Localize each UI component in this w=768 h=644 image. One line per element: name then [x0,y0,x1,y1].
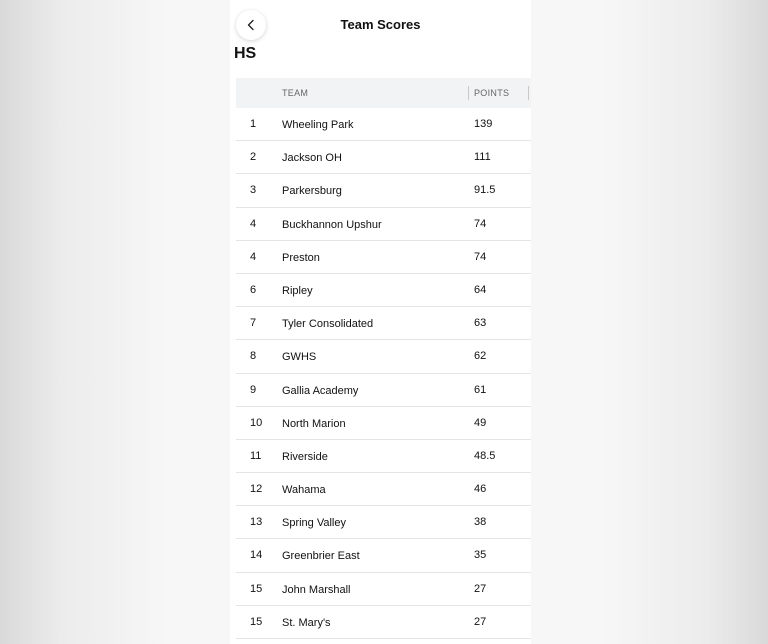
rank-cell: 10 [250,416,263,429]
points-cell: 38 [474,516,487,529]
points-cell: 35 [474,549,487,562]
column-header-points[interactable]: POINTS [474,88,510,98]
table-row[interactable] [236,274,531,307]
column-divider [528,86,529,100]
table-row[interactable] [236,573,531,606]
table-row[interactable] [236,208,531,241]
points-cell: 74 [474,250,487,263]
rank-cell: 1 [250,118,257,130]
header [230,0,531,50]
rank-cell: 11 [250,449,262,462]
points-cell: 63 [474,317,487,330]
team-cell: Wheeling Park [282,119,354,131]
table-row[interactable] [236,108,531,141]
points-cell: 74 [474,217,487,230]
team-cell: Wahama [282,484,326,497]
team-cell: Buckhannon Upshur [282,218,382,231]
team-cell: Ripley [282,284,313,297]
team-cell: Parkersburg [282,185,342,198]
team-cell: Riverside [282,450,328,463]
team-cell: Preston [282,251,320,264]
section-label: HS [234,45,257,62]
rank-cell: 14 [250,549,263,562]
table-row[interactable] [236,241,531,274]
rank-cell: 12 [250,483,263,496]
app-screen [230,0,531,644]
table-row[interactable] [236,340,531,373]
page-title: Team Scores [340,17,421,32]
team-scores-table [236,78,531,639]
table-header [236,78,531,108]
table-row[interactable] [236,141,531,174]
team-cell: Gallia Academy [282,384,359,397]
table-row[interactable] [236,374,531,407]
points-cell: 139 [474,118,493,130]
rank-cell: 7 [250,317,257,330]
points-cell: 91.5 [474,184,496,197]
points-cell: 61 [474,383,487,396]
rank-cell: 2 [250,151,257,164]
team-cell: St. Mary's [282,616,331,629]
rank-cell: 15 [250,615,263,628]
points-cell: 49 [474,416,487,429]
team-cell: Spring Valley [282,517,346,530]
points-cell: 64 [474,283,487,296]
team-cell: Greenbrier East [282,550,360,563]
table-row[interactable] [236,506,531,539]
column-divider [468,86,469,100]
rank-cell: 3 [250,184,257,197]
team-cell: North Marion [282,417,346,430]
rank-cell: 9 [250,383,257,396]
table-row[interactable] [236,539,531,572]
points-cell: 111 [474,151,491,164]
table-row[interactable] [236,473,531,506]
rank-cell: 4 [250,217,257,230]
points-cell: 27 [474,582,487,595]
table-body [236,108,531,639]
table-row[interactable] [236,407,531,440]
column-header-team[interactable]: TEAM [282,88,309,98]
points-cell: 27 [474,615,487,628]
rank-cell: 4 [250,250,257,263]
table-row[interactable] [236,307,531,340]
rank-cell: 8 [250,350,257,363]
points-cell: 48.5 [474,449,496,462]
points-cell: 46 [474,483,487,496]
table-row[interactable] [236,440,531,473]
rank-cell: 13 [250,516,263,529]
rank-cell: 15 [250,582,263,595]
team-cell: GWHS [282,351,317,364]
team-cell: Tyler Consolidated [282,318,374,331]
team-cell: John Marshall [282,583,351,596]
points-cell: 62 [474,350,487,363]
table-row[interactable] [236,174,531,207]
team-cell: Jackson OH [282,152,342,165]
table-row[interactable] [236,606,531,639]
rank-cell: 6 [250,283,257,296]
